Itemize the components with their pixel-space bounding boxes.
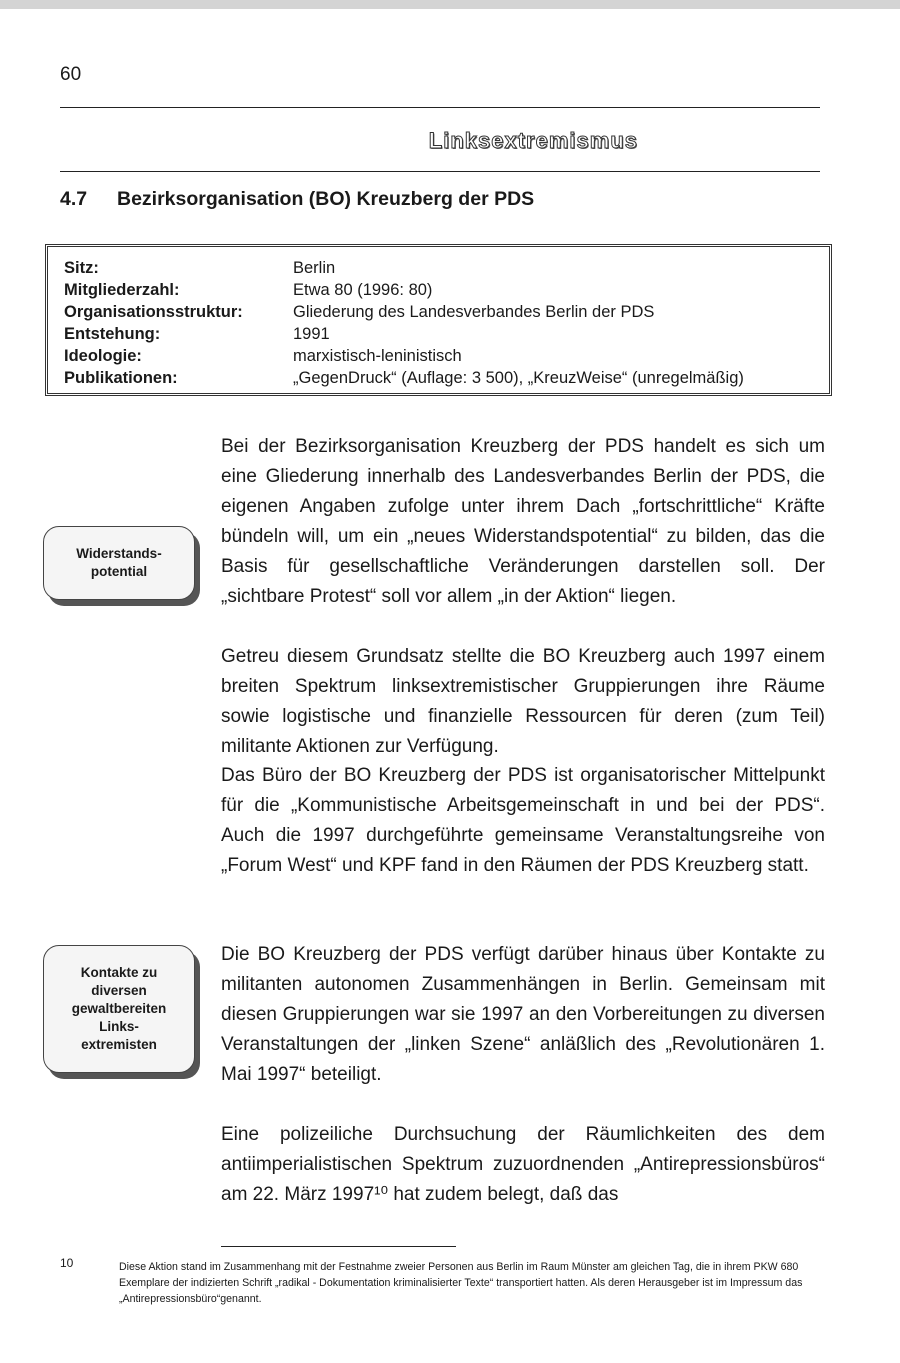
footnote-number: 10 bbox=[60, 1256, 74, 1270]
info-label: Organisationsstruktur: bbox=[64, 303, 243, 321]
section-title: Linksextremismus bbox=[428, 128, 638, 153]
body-paragraph-2: Getreu diesem Grundsatz stellte die BO Kreuzberg auch 1997 einem breiten Spektrum linksextremistischer Gruppierungen ihre Räume sowie logistische und finanzielle Ressourcen für deren (zum Teil) militante Aktionen zur Verfügung. bbox=[221, 646, 825, 757]
info-value: 1991 bbox=[293, 325, 330, 343]
info-row-organisationsstruktur bbox=[64, 301, 654, 323]
margin-note-kontakte: Kontakte zu diversen gewaltbereiten Links- extremisten bbox=[43, 945, 195, 1073]
heading-number: 4.7 bbox=[60, 188, 88, 210]
body-paragraph-1: Bei der Bezirksorganisation Kreuzberg der PDS handelt es sich um eine Gliederung innerhalb des Landesverbandes Berlin der PDS, die eigenen Angaben zufolge unter ihrem Dach „fortschrittliche“ Kräfte bündeln will, um ein „neues Widerstandspotential“ zu bilden, das die Basis für gesellschaftliche Veränderungen darstellen soll. Der „sichtbare Protest“ soll vor allem „in der Aktion“ liegen. bbox=[221, 436, 825, 607]
info-row-entstehung bbox=[64, 323, 330, 345]
chapter-heading bbox=[60, 188, 534, 211]
info-row-ideologie bbox=[64, 345, 462, 367]
info-label: Sitz: bbox=[64, 259, 99, 277]
info-label: Ideologie: bbox=[64, 347, 142, 365]
info-value: Gliederung des Landesverbandes Berlin der PDS bbox=[293, 303, 655, 321]
footnote-rule bbox=[221, 1246, 456, 1247]
info-label: Mitgliederzahl: bbox=[64, 281, 180, 299]
header-rule-top bbox=[60, 107, 820, 108]
info-row-publikationen bbox=[64, 367, 744, 389]
info-box bbox=[45, 244, 832, 396]
info-row-mitgliederzahl bbox=[64, 279, 432, 301]
body-paragraph-3: Das Büro der BO Kreuzberg der PDS ist organisatorischer Mittelpunkt für die „Kommunistische Arbeitsgemeinschaft in und bei der PDS“. Auch die 1997 durchgeführte gemeinsame Veranstaltungsreihe von „Forum West“ und KPF fand in den Räumen der PDS Kreuzberg statt. bbox=[221, 765, 825, 876]
page-number: 60 bbox=[60, 64, 82, 85]
margin-note-widerstandspotential: Widerstands- potential bbox=[43, 526, 195, 600]
info-label: Entstehung: bbox=[64, 325, 161, 343]
info-row-sitz bbox=[64, 257, 335, 279]
scan-top-band bbox=[0, 0, 900, 9]
info-value: Berlin bbox=[293, 259, 336, 277]
heading-title: Bezirksorganisation (BO) Kreuzberg der PDS bbox=[117, 188, 535, 210]
header-rule-bottom bbox=[60, 171, 820, 172]
info-value: marxistisch-leninistisch bbox=[293, 347, 462, 365]
info-value: „GegenDruck“ (Auflage: 3 500), „KreuzWeise“ (unregelmäßig) bbox=[293, 369, 744, 387]
info-value: Etwa 80 (1996: 80) bbox=[293, 281, 433, 299]
body-paragraph-4: Die BO Kreuzberg der PDS verfügt darüber hinaus über Kontakte zu militanten autonomen Zusammenhängen in Berlin. Gemeinsam mit diesen Gruppierungen war sie 1997 an den Vorbereitungen zu diversen Veranstaltungen der „linken Szene“ anläßlich des „Revolutionären 1. Mai 1997“ beteiligt. bbox=[221, 944, 825, 1085]
info-label: Publikationen: bbox=[64, 369, 178, 387]
footnote-text: Diese Aktion stand im Zusammenhang mit der Festnahme zweier Personen aus Berlin im Raum Münster am gleichen Tag, die in ihrem PKW 680 Exemplare der indizierten Schrift „radikal - Dokumentation kriminalisierter Texte“ transportiert hatten. Als deren Herausgeber ist im Impressum das „Antirepressionsbüro“genannt. bbox=[119, 1261, 803, 1305]
body-paragraph-5: Eine polizeiliche Durchsuchung der Räumlichkeiten des dem antiimperialistischen Spektrum zuzuordnenden „Antirepressionsbüros“ am 22. März 1997¹⁰ hat zudem belegt, daß das bbox=[221, 1124, 825, 1205]
